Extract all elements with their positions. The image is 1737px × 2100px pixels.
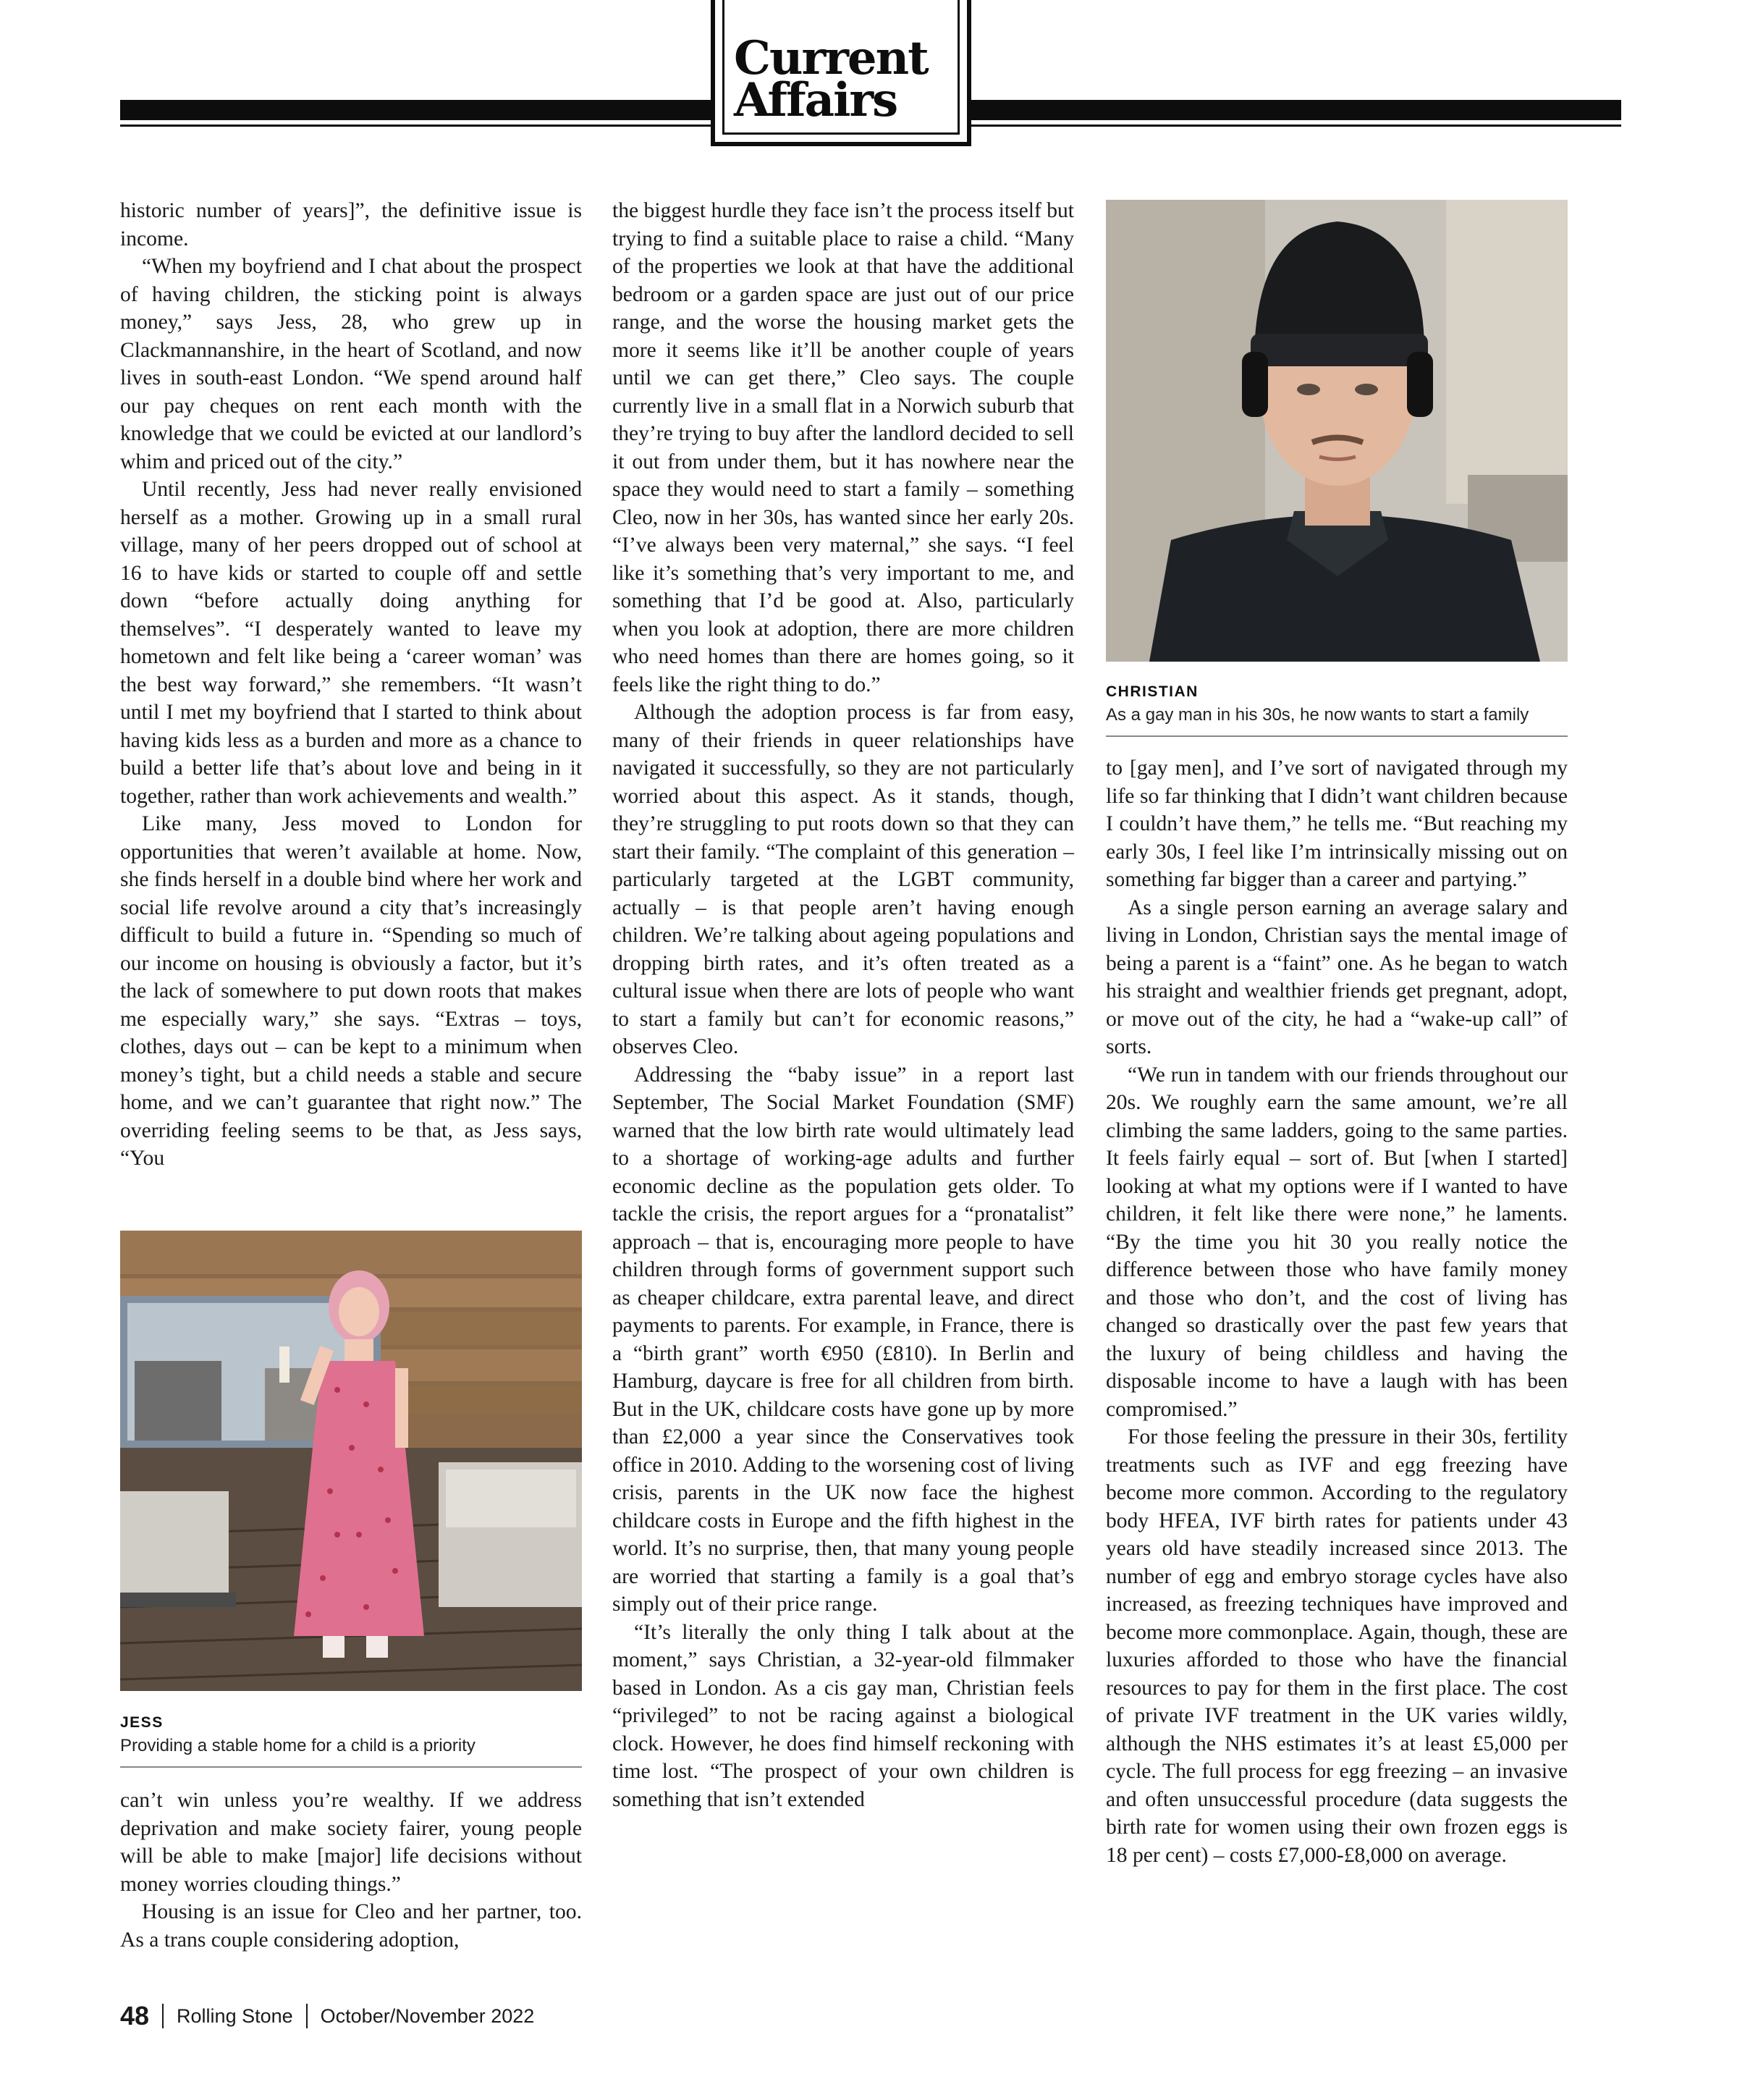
page-footer <box>120 2001 534 2031</box>
section-title <box>734 31 951 127</box>
article-column-2 <box>612 197 1074 1813</box>
paragraph: Addressing the “baby issue” in a report last September, The Social Market Foundation (SMF) warned that the low birth rate would ultimately lead to a shortage of working-age adults and further economic decline as the population gets older. To tackle the crisis, the report argues for a “pronatalist” approach – that is, encouraging more people to have children through forms of government support such as cheaper childcare, extra parental leave, and direct payments to parents. For example, in France, there is a “birth grant” worth €950 (£810). In Berlin and Hamburg, daycare is free for all children from birth. But in the UK, childcare costs have gone up by more than £2,000 a year since the Conservatives took office in 2010. Adding to the worsening cost of living crisis, parents in the UK now face the highest childcare costs in Europe and the fifth highest in the world. It’s no surprise, then, that many young people are worried that starting a family is a goal that’s simply out of their price range. <box>612 1063 1074 1616</box>
caption-text: Providing a stable home for a child is a priority <box>120 1736 476 1755</box>
caption-text: As a gay man in his 30s, he now wants to start a family <box>1106 705 1529 725</box>
jess-caption <box>120 1714 582 1768</box>
paragraph: Housing is an issue for Cleo and her partner, too. As a trans couple considering adoption, <box>120 1900 582 1952</box>
issue-date: October/November 2022 <box>320 2004 535 2027</box>
paragraph: “When my boyfriend and I chat about the prospect of having children, the sticking point is always money,” says Jess, 28, who grew up in Clackmannanshire, in the heart of Scotland, and now lives in south-east London. “We spend around half our pay cheques on rent each month with the knowledge that we could be evicted at our landlord’s whim and priced out of the city.” <box>120 255 582 473</box>
footer-divider <box>162 2004 164 2028</box>
christian-photo <box>1106 200 1568 662</box>
paragraph: “It’s literally the only thing I talk about at the moment,” says Christian, a 32-year-old filmmaker based in London. As a cis gay man, Christian feels “privileged” to not be racing against a biological clock. However, he does find himself reckoning with time lost. “The prospect of your own children is something that isn’t extended <box>612 1620 1074 1811</box>
jess-photo <box>120 1231 582 1691</box>
caption-name: CHRISTIAN <box>1106 683 1199 700</box>
page-number: 48 <box>120 2001 150 2031</box>
article-column-1-bottom <box>120 1787 582 1954</box>
paragraph: For those feeling the pressure in their 30s, fertility treatments such as IVF and egg freezing have become more common. According to the regulatory body HFEA, IVF birth rates for patients under 43 years old have steadily increased since 2013. The number of egg and embryo storage cycles have also increased, as freezing techniques have improved and become more commonplace. Again, though, these are luxuries afforded to those who have the financial resources to pay for them in the first place. The cost of private IVF treatment in the UK varies wildly, although the NHS estimates it’s at least £5,000 per cycle. The full process for egg freezing – an invasive and often unsuccessful procedure (data suggests the birth rate for women using their own frozen eggs is 18 per cent) – costs £7,000-£8,000 on average. <box>1106 1425 1568 1867</box>
christian-caption <box>1106 683 1568 737</box>
section-title-line1: Current <box>734 31 928 85</box>
article-column-1-top <box>120 197 582 1173</box>
article-column-3 <box>1106 754 1568 1869</box>
magazine-name: Rolling Stone <box>177 2004 293 2027</box>
paragraph: “We run in tandem with our friends throughout our 20s. We roughly earn the same amount, we’re all climbing the same ladders, going to the same parties. It feels fairly equal – sort of. But [when I started] looking at what my options were if I wanted to have children, it felt like there were none,” he laments. “By the time you hit 30 you really notice the difference between those who have family money and those who don’t, and the cost of living has changed so drastically over the past few years that the luxury of being childless and having the disposable income to have a laugh with has been compromised.” <box>1106 1063 1568 1421</box>
paragraph: historic number of years]”, the definitive issue is income. <box>120 199 582 250</box>
section-label-box <box>711 0 971 146</box>
paragraph: to [gay men], and I’ve sort of navigated through my life so far thinking that I didn’t want children because I couldn’t have them,” he tells me. “But reaching my early 30s, I feel like I’m intrinsically missing out on something far bigger than a career and partying.” <box>1106 756 1568 891</box>
footer-divider <box>306 2004 308 2028</box>
paragraph: can’t win unless you’re wealthy. If we address deprivation and make society fairer, young people will be able to make [major] life decisions without money worries clouding things.” <box>120 1789 582 1896</box>
paragraph: Like many, Jess moved to London for opportunities that weren’t available at home. Now, she finds herself in a double bind where her work and social life revolve around a city that’s increasingly difficult to build a future in. “Spending so much of our income on housing is obviously a factor, but it’s the lack of somewhere to put down roots that makes me especially wary,” she says. “Extras – toys, clothes, days out – can be kept to a minimum when money’s tight, but a child needs a stable and secure home, and we can’t guarantee that right now.” The overriding feeling seems to be that, as Jess says, “You <box>120 812 582 1170</box>
caption-name: JESS <box>120 1714 164 1731</box>
paragraph: the biggest hurdle they face isn’t the process itself but trying to find a suitable place to raise a child. “Many of the properties we look at that have the additional bedroom or a garden space are just out of our price range, and the worse the housing market gets the more it seems like it’ll be another couple of years until we can get there,” Cleo says. The couple currently live in a small flat in a Norwich suburb that they’re trying to buy after the landlord decided to sell it out from under them, but it has nowhere near the space they would need to start a family – something Cleo, now in her 30s, has wanted since her early 20s. “I’ve always been very maternal,” she says. “I feel like it’s something that’s very important to me, and something that I’d be good at. Also, particularly when you look at adoption, there are more children who need homes than there are homes going, so it feels like the right thing to do.” <box>612 199 1075 696</box>
paragraph: Until recently, Jess had never really envisioned herself as a mother. Growing up in a small rural village, many of her peers dropped out of school at 16 to have kids or started to couple off and settle down “before actually doing anything for themselves”. “I desperately wanted to leave my hometown and felt like being a ‘career woman’ was the best way forward,” she remembers. “It wasn’t until I met my boyfriend that I started to think about having kids less as a burden and more as a chance to build a better life that’s about love and being in it together, rather than work achievements and wealth.” <box>120 478 582 808</box>
paragraph: As a single person earning an average salary and living in London, Christian says the mental image of being a parent is a “faint” one. As he began to watch his straight and wealthier friends get pregnant, adopt, or move out of the city, he had a “wake-up call” of sorts. <box>1106 895 1568 1058</box>
paragraph: Although the adoption process is far from easy, many of their friends in queer relationships have navigated it successfully, so they are not particularly worried about this aspect. As it stands, though, they’re struggling to put roots down so that they can start their family. “The complaint of this generation – particularly targeted at the LGBT community, actually – is that people aren’t having enough children. We’re talking about ageing populations and dropping birth rates, and it’s often treated as a cultural issue when there are lots of people who want to start a family but can’t for economic reasons,” observes Cleo. <box>612 701 1074 1058</box>
section-title-line2: Affairs <box>734 73 897 127</box>
